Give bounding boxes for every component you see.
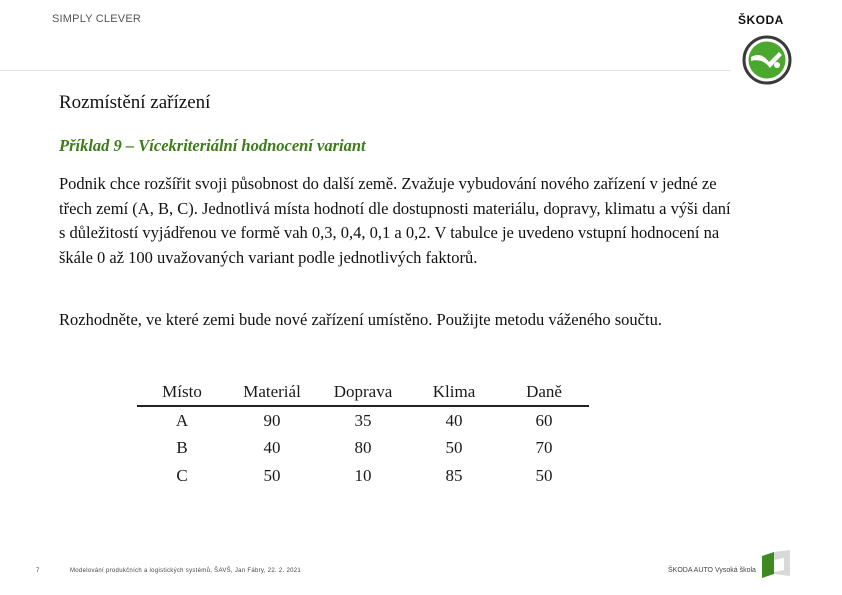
- table-header-row: [137, 379, 589, 406]
- table-row: [137, 462, 589, 490]
- table-cell: 70: [535, 438, 553, 458]
- column-header-transport: Doprava: [317, 379, 409, 406]
- table-cell: 10: [354, 465, 372, 485]
- table-cell: 90: [263, 410, 281, 430]
- skoda-logo-icon: [742, 35, 792, 85]
- brand-name: ŠKODA: [738, 13, 784, 27]
- column-header-climate: Klima: [409, 379, 499, 406]
- header-divider: [0, 70, 730, 71]
- column-header-material: Materiál: [227, 379, 317, 406]
- table-cell: 60: [535, 410, 553, 430]
- evaluation-table: [137, 379, 589, 490]
- table-cell: 40: [263, 438, 281, 458]
- school-flag-logo-icon: [760, 550, 792, 580]
- table-cell: C: [176, 465, 188, 485]
- table-cell: B: [176, 438, 188, 458]
- problem-description: Podnik chce rozšířit svoji působnost do další země. Zvažuje vybudování nového zařízení v jedné ze třech zemí (A, B, C). Jednotlivá místa hodnotí dle dostupnosti materiálu, dopravy, klimatu a výši daní s důležitostí vyjádřenou ve formě vah 0,3, 0,4, 0,1 a 0,2. V tabulce je uvedeno vstupní hodnocení na škále 0 až 100 uvažovaných variant podle jednotlivých faktorů.: [59, 174, 731, 267]
- footer-school-name: ŠKODA AUTO Vysoká škola: [668, 567, 756, 574]
- table-cell: 35: [354, 410, 372, 430]
- column-header-taxes: Daně: [499, 379, 589, 406]
- brand-tagline: SIMPLY CLEVER: [52, 13, 142, 25]
- table-cell: 80: [354, 438, 372, 458]
- table-cell: 85: [445, 465, 463, 485]
- table-row: [137, 435, 589, 463]
- table-cell: 50: [263, 465, 281, 485]
- table-cell: 40: [445, 410, 463, 430]
- slide-subtitle: Příklad 9 – Vícekriteriální hodnocení variant: [59, 136, 366, 155]
- slide-title: Rozmístění zařízení: [59, 92, 211, 113]
- table-cell: 50: [445, 438, 463, 458]
- task-instruction: Rozhodněte, ve které zemi bude nové zařízení umístěno. Použijte metodu váženého součtu.: [59, 310, 662, 329]
- table-row: [137, 406, 589, 435]
- column-header-place: Místo: [137, 379, 227, 406]
- table-cell: A: [175, 410, 189, 430]
- footer-course-info: Modelování produkčních a logistických systémů, ŠAVŠ, Jan Fábry, 22. 2. 2021: [70, 568, 302, 574]
- table-cell: 50: [535, 465, 553, 485]
- page-number: 7: [36, 568, 40, 574]
